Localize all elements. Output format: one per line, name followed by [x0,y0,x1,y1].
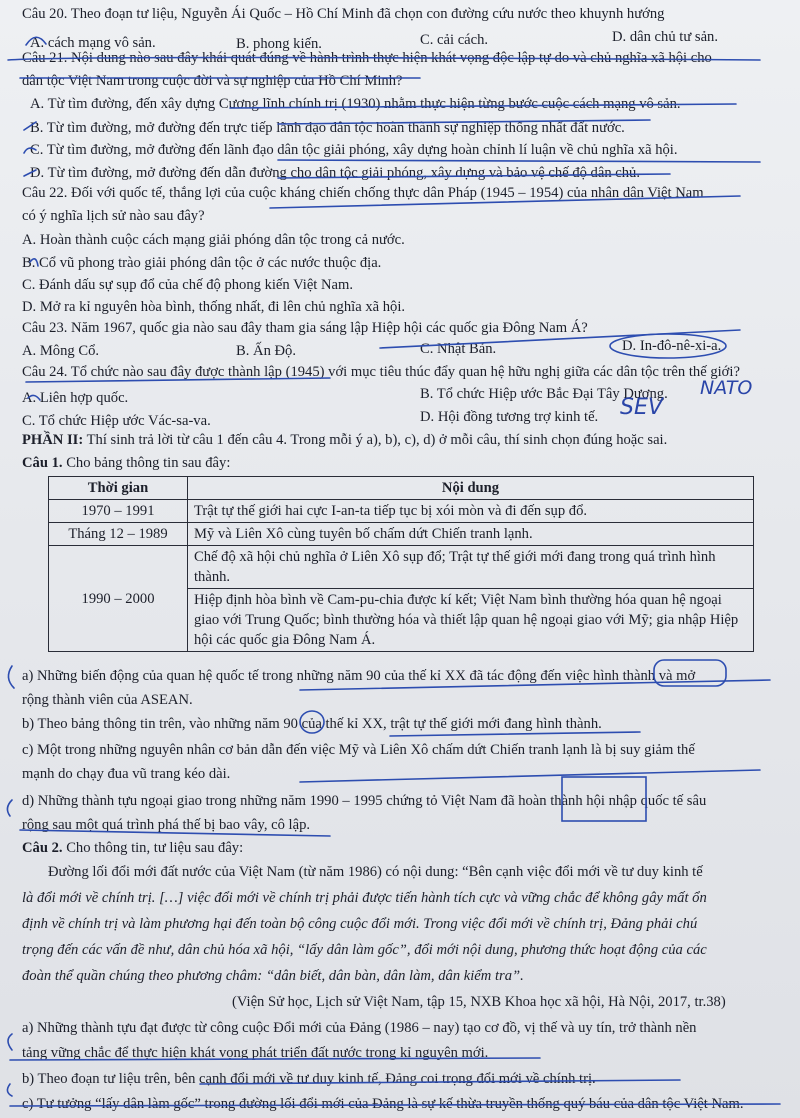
table-header-row [49,477,754,500]
q20-stem: Câu 20. Theo đoạn tư liệu, Nguyễn Ái Quốc – Hồ Chí Minh đã chọn con đường cứu nước theo khuynh hướng [22,6,665,22]
q22-stem-line2: có ý nghĩa lịch sử nào sau đây? [22,208,205,224]
q23-option-c[interactable]: C. Nhật Bản. [420,341,497,357]
part2-label: PHẦN II: [22,432,84,448]
c1-intro [22,453,786,473]
q24-option-a[interactable]: A. Liên hợp quốc. [22,390,129,406]
q24-option-c[interactable]: C. Tổ chức Hiệp ước Vác-sa-va. [22,413,211,429]
c2-excerpt-line4: trọng đến các vấn đề như, dân chủ hóa xã hội, “lấy dân làm gốc”, đổi mới nội dung, phương thức hoạt động của các [22,942,707,958]
q24-stem: Câu 24. Tổ chức nào sau đây được thành lập (1945) với mục tiêu thúc đẩy quan hệ hữu nghị giữa các dân tộc trên thế giới? [22,364,740,380]
q20-option-c[interactable]: C. cải cách. [420,32,489,48]
q22-option-b[interactable]: B. Cổ vũ phong trào giải phóng dân tộc ở các nước thuộc địa. [22,255,382,271]
c2-statement-b[interactable]: b) Theo đoạn tư liệu trên, bên cạnh đổi mới về tư duy kinh tế, Đảng coi trọng đổi mới về chính trị. [22,1071,596,1087]
q20-option-d[interactable]: D. dân chủ tư sản. [612,29,718,45]
q22-option-c[interactable]: C. Đánh dấu sự sụp đổ của chế độ phong kiến Việt Nam. [22,277,354,293]
c2-source: (Viện Sử học, Lịch sử Việt Nam, tập 15, NXB Khoa học xã hội, Hà Nội, 2017, tr.38) [232,994,726,1010]
handwritten-nato: NATO [700,377,753,399]
q23-option-a[interactable]: A. Mông Cổ. [22,343,100,359]
c1-statement-a-line1[interactable]: a) Những biến động của quan hệ quốc tế trong những năm 90 của thế kỉ XX đã tác động đến việc hình thành và mở [22,668,696,684]
handwritten-sev: SEV [620,395,663,420]
header-content: Nội dung [188,477,754,500]
q21-option-c[interactable]: C. Từ tìm đường, mở đường đến lãnh đạo dân tộc giải phóng, xây dựng hoàn chỉnh lí luận về chủ nghĩa xã hội. [30,142,678,158]
c1-statement-a-line2: rộng thành viên của ASEAN. [22,692,193,708]
row-time: 1970 – 1991 [49,500,188,523]
c2-statement-a-line2: tảng vững chắc để thực hiện khát vọng phát triển đất nước trong kỉ nguyên mới. [22,1045,489,1061]
q23-option-d[interactable]: D. In-đô-nê-xi-a. [622,338,722,354]
part2-instructions: Thí sinh trả lời từ câu 1 đến câu 4. Trong mỗi ý a), b), c), d) ở mỗi câu, thí sinh chọn đúng hoặc sai. [86,432,668,448]
c1-statement-d-line2: rộng sau một quá trình phá thế bị bao vây, cô lập. [22,817,311,833]
row-time: Tháng 12 – 1989 [49,523,188,546]
q23-option-b[interactable]: B. Ấn Độ. [236,343,296,359]
table-row [49,500,754,523]
q21-option-b[interactable]: B. Từ tìm đường, mở đường đến trực tiếp lãnh đạo dân tộc hoàn thành sự nghiệp thống nhất đất nước. [30,120,625,136]
table-row [49,546,754,589]
c2-statement-c[interactable]: c) Tư tưởng “lấy dân làm gốc” trong đường lối đổi mới của Đảng là sự kế thừa truyền thống quý báu của dân tộc Việt Nam. [22,1096,744,1112]
info-table [48,476,754,652]
table-row [49,523,754,546]
q23-stem: Câu 23. Năm 1967, quốc gia nào sau đây tham gia sáng lập Hiệp hội các quốc gia Đông Nam Á? [22,320,588,336]
q20-option-b[interactable]: B. phong kiến. [236,36,322,52]
c1-statement-c-line1[interactable]: c) Một trong những nguyên nhân cơ bản dẫn đến việc Mỹ và Liên Xô chấm dứt Chiến tranh lạnh là bị suy giảm thế [22,742,695,758]
q24-option-b[interactable]: B. Tổ chức Hiệp ước Bắc Đại Tây Dương. [420,386,668,402]
c1-intro-text: Cho bảng thông tin sau đây: [66,455,231,471]
part2-heading [22,430,786,450]
row-content: Mỹ và Liên Xô cùng tuyên bố chấm dứt Chiến tranh lạnh. [188,523,754,546]
q24-option-d[interactable]: D. Hội đồng tương trợ kinh tế. [420,409,599,425]
q20-option-a[interactable]: A. cách mạng vô sản. [30,35,156,51]
q22-option-a[interactable]: A. Hoàn thành cuộc cách mạng giải phóng dân tộc trong cả nước. [22,232,405,248]
c2-excerpt-line5: đoàn thể quần chúng theo phương châm: “dân biết, dân bàn, dân làm, dân kiểm tra”. [22,968,524,984]
c1-label: Câu 1. [22,455,63,471]
c2-intro [22,838,786,858]
c2-label: Câu 2. [22,840,63,856]
c1-statement-c-line2: mạnh do chạy đua vũ trang kéo dài. [22,766,231,782]
c2-excerpt-line3: định về chính trị và làm phương hại đến toàn bộ công cuộc đổi mới. Trong việc đổi mới về chính trị, Đảng phải chú [22,916,698,932]
c1-statement-b[interactable]: b) Theo bảng thông tin trên, vào những năm 90 của thế kỉ XX, trật tự thế giới mới đang hình thành. [22,716,602,732]
row-time: 1990 – 2000 [49,546,188,652]
header-time: Thời gian [49,477,188,500]
q21-option-d[interactable]: D. Từ tìm đường, mở đường đến dẫn đường cho dân tộc giải phóng, xây dựng và bảo vệ chế độ dân chủ. [30,165,641,181]
q21-option-a[interactable]: A. Từ tìm đường, đến xây dựng Cương lĩnh chính trị (1930) nhằm thực hiện từng bước cuộc cách mạng vô sản. [30,96,681,112]
q22-option-d[interactable]: D. Mở ra kỉ nguyên hòa bình, thống nhất, đi lên chủ nghĩa xã hội. [22,299,406,315]
row-content: Trật tự thế giới hai cực I-an-ta tiếp tục bị xói mòn và đi đến sụp đổ. [188,500,754,523]
row-content: Chế độ xã hội chủ nghĩa ở Liên Xô sụp đổ; Trật tự thế giới mới đang trong quá trình hình thành. [188,546,754,589]
q21-stem-line2: dân tộc Việt Nam trong cuộc đời và sự nghiệp của Hồ Chí Minh? [22,73,403,89]
c2-excerpt-line2: là đổi mới về chính trị. […] việc đổi mới về chính trị phải được tiến hành tích cực và vững chắc để không gây mất ổn [22,890,707,906]
c1-statement-d-line1[interactable]: d) Những thành tựu ngoại giao trong những năm 1990 – 1995 chứng tỏ Việt Nam đã hoàn thành hội nhập quốc tế sâu [22,793,707,809]
q21-stem-line1: Câu 21. Nội dung nào sau đây khái quát đúng về hành trình thực hiện khát vọng độc lập tự do và chủ nghĩa xã hội cho [22,50,712,66]
c2-excerpt-line1: Đường lối đổi mới đất nước của Việt Nam (từ năm 1986) có nội dung: “Bên cạnh việc đổi mới về tư duy kinh tế [48,864,703,880]
q22-stem-line1: Câu 22. Đối với quốc tế, thắng lợi của cuộc kháng chiến chống thực dân Pháp (1945 – 1954) của nhân dân Việt Nam [22,185,704,201]
c2-intro-text: Cho thông tin, tư liệu sau đây: [66,840,244,856]
row-content: Hiệp định hòa bình về Cam-pu-chia được kí kết; Việt Nam bình thường hóa quan hệ ngoại giao với Trung Quốc; bình thường hóa và thiết lập quan hệ ngoại giao với Mỹ; gia nhập Hiệp hội các quốc gia Đông Nam Á. [188,589,754,652]
c2-statement-a-line1[interactable]: a) Những thành tựu đạt được từ công cuộc Đổi mới của Đảng (1986 – nay) tạo cơ đồ, vị thế và uy tín, trở thành nền [22,1020,697,1036]
